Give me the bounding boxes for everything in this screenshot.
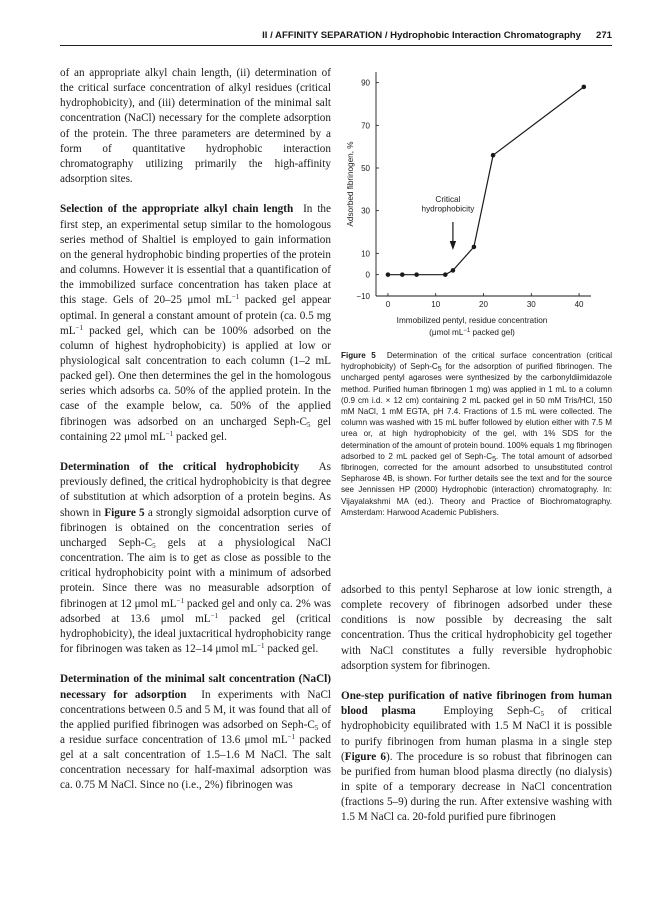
paragraph-critical-hydrophobicity: Determination of the critical hydrophobicity As previously defined, the critical hydrophobicity is that degree of substitution at which adsorption of a protein begins. As shown in Figure 5 a strongly sigmoidal adsorption curve of fibrinogen is obtained on the concentration series of uncharged Seph-$C_5$ gels at a physiological NaCl concentration. The aim is to get as close as possible to the critical hydrophobicity point with a minimum of adsorbed protein. Since there was no measurable adsorption of fibrinogen at 12 μmol $mL^{-1}$ packed gel and only ca. 2% was adsorbed at 13.6 μmol $mL^{-1}$ packed gel (critical hydrophobicity), the ideal juxtacritical hydrophobicity range for fibrinogen was taken as 12–14 μmol $mL^{-1}$ packed gel.: [60, 461, 332, 655]
right-column: [341, 583, 612, 826]
annotation-arrow-head: [450, 241, 456, 250]
y-tick-label: −10: [356, 292, 370, 301]
section-heading-one-step-purification: One-step purification of native fibrinogen from human blood plasma: [341, 690, 612, 718]
adsorption-chart: [341, 60, 621, 350]
series-line: [388, 87, 584, 275]
y-tick-label: 10: [361, 249, 370, 259]
annotation-text: Critical: [435, 195, 461, 204]
figure-5: [341, 60, 621, 350]
figure-label: Figure 5: [341, 351, 376, 360]
data-point: [386, 272, 391, 277]
x-tick-label: 40: [574, 300, 584, 309]
y-tick-label: 30: [361, 206, 370, 216]
data-point: [472, 245, 477, 250]
x-tick-label: 30: [526, 300, 536, 309]
running-head-title: II / AFFINITY SEPARATION / Hydrophobic Interaction Chromatography: [262, 30, 581, 41]
paragraph-minimal-salt: Determination of the minimal salt concentration (NaCl) necessary for adsorption In experiments with NaCl concentrations between 0.5 and 5 M, it was found that all of the applied purified fibrinogen was adsorbed on Seph-$C_5$ of a residue surface concentration of 13.6 μmol $mL^{-1}$ packed gel at a salt concentration of 1.5–1.6 M NaCl. The salt concentration necessary for half-maximal adsorption was ca. 0.75 M NaCl. Since no (i.e., 2%) fibrinogen was: [60, 673, 332, 792]
data-point: [400, 272, 405, 277]
section-heading-minimal-salt: Determination of the minimal salt concentration (NaCl) necessary for adsorption: [60, 673, 331, 701]
section-heading-critical-hydrophobicity: Determination of the critical hydrophobicity: [60, 461, 300, 474]
chart-series: [386, 85, 586, 277]
y-tick-label: 0: [365, 270, 370, 280]
left-column: [60, 66, 331, 794]
figure-5-reference[interactable]: Figure 5: [104, 506, 145, 519]
data-point: [451, 268, 456, 273]
y-tick-label: 50: [361, 164, 370, 173]
figure-6-reference[interactable]: Figure 6: [344, 750, 386, 763]
section-heading-alkyl-chain: Selection of the appropriate alkyl chain length: [60, 203, 294, 216]
x-axis-label: Immobilized pentyl, residue concentration: [396, 316, 548, 325]
x-tick-label: 10: [431, 300, 441, 309]
chart-annotation: [422, 195, 476, 250]
paragraph-alkyl-chain: Selection of the appropriate alkyl chain length In the first step, an experimental setup similar to the homologous series method of Shaltiel is employed to gain information on the general hydrophobic binding properties of the protein and columns. However it is essential that a quantification of the immobilized surface concentration has taken place at this stage. Gels of 20–25 μmol $mL^{-1}$ packed gel appear optimal. In general a constant amount of protein (ca. 0.5 mg $mL^{-1}$ packed gel, which can be 100% adsorbed on the column of highest hydrophobicity) is applied at low or physiological salt concentration to each column (1–2 mL packed gel). One then determines the gel in the homologous series which adsorbs ca. 50% of the applied protein. In the case of the example below, ca. 50% of the applied fibrinogen was adsorbed on an uncharged Seph-$C_5$ gel containing 22 μmol $mL^{-1}$ packed gel.: [60, 203, 332, 443]
y-tick-label: 90: [361, 78, 370, 88]
paragraph-intro: of an appropriate alkyl chain length, (ii) determination of the critical surface concentration of alkyl residues (critical hydrophobicity), and (iii) determination of the minimal salt concentration (NaCl) necessary for the complete adsorption of the protein. The three parameters are determined by a form of quantitative hydrophobic interaction chromatography utilizing primarily the high-affinity adsorption sites.: [60, 67, 331, 186]
y-axis-label: Adsorbed fibrinogen, %: [346, 141, 355, 227]
annotation-text: hydrophobicity: [421, 204, 475, 214]
data-point: [414, 272, 419, 277]
y-tick-label: 70: [361, 121, 370, 131]
data-point: [443, 272, 448, 277]
x-tick-label: 20: [479, 300, 488, 309]
data-point: [491, 153, 496, 158]
x-axis-unit: (μmol $mL^{-1}$ packed gel): [429, 328, 515, 337]
paragraph-recovery: adsorbed to this pentyl Sepharose at low ionic strength, a complete recovery of fibrinogen adsorbed under these conditions is now possible by decreasing the salt concentration. Thus the critical hydrophobicity gel together with NaCl constitutes a fully reversible hydrophobic adsorption system for fibrinogen.: [341, 584, 612, 672]
data-point: [582, 85, 587, 90]
paragraph-one-step-purification: One-step purification of native fibrinogen from human blood plasma Employing Seph-$C_5$ of critical hydrophobicity equilibrated with 1.5 M NaCl it is possible to purify fibrinogen from human plasma in a single step (Figure 6). The procedure is so robust that fibrinogen can be purified from human blood plasma directly (no dialysis) in spite of a temporary decrease in NaCl concentration (fractions 5–9) during the run. After extensive washing with 1.5 M NaCl ca. 20-fold purified pure fibrinogen: [341, 690, 613, 824]
figure-caption: Figure 5 Determination of the critical surface concentration (critical hydrophobicity) of Seph-$C_5$ for the adsorption of purified fibrinogen. The uncharged pentyl agaroses were synthesized by the carbonyldiimidazole method. Purified human fibrinogen 1 mg) was applied in 1 mL to a column (0.9 cm i.d. × 12 cm) containing 2 mL packed gel in 50 mM Tris/HCl, 150 mM NaCl, 1 mM EGTA, pH 7.4. Fractions of 1.5 mL were collected. The column was washed with 15 mL buffer followed by elution either with 7.5 M urea or, at high hydrophobicity of the gel, with 1% SDS for the determination of the amount of protein bound. 100% equals 1 mg fibrinogen adsorbed to 2 mL packed gel of Seph-$C_5$. The total amount of adsorbed fibrinogen, corrected for the amount adsorbed to unsubstituted control Sepharose 4B, is shown. For further details see the text and for the source see Jennissen HP (2000) Hydrophobic (interaction) chromatography. In: Vijayalakshmi MA (ed.). Theory and Practice of Biochromatography. Amsterdam: Harwood Academic Publishers.: [341, 351, 613, 517]
running-head: [0, 30, 668, 46]
header-rule: [60, 45, 612, 46]
x-tick-label: 0: [385, 300, 391, 309]
page-number: 271: [595, 30, 612, 41]
